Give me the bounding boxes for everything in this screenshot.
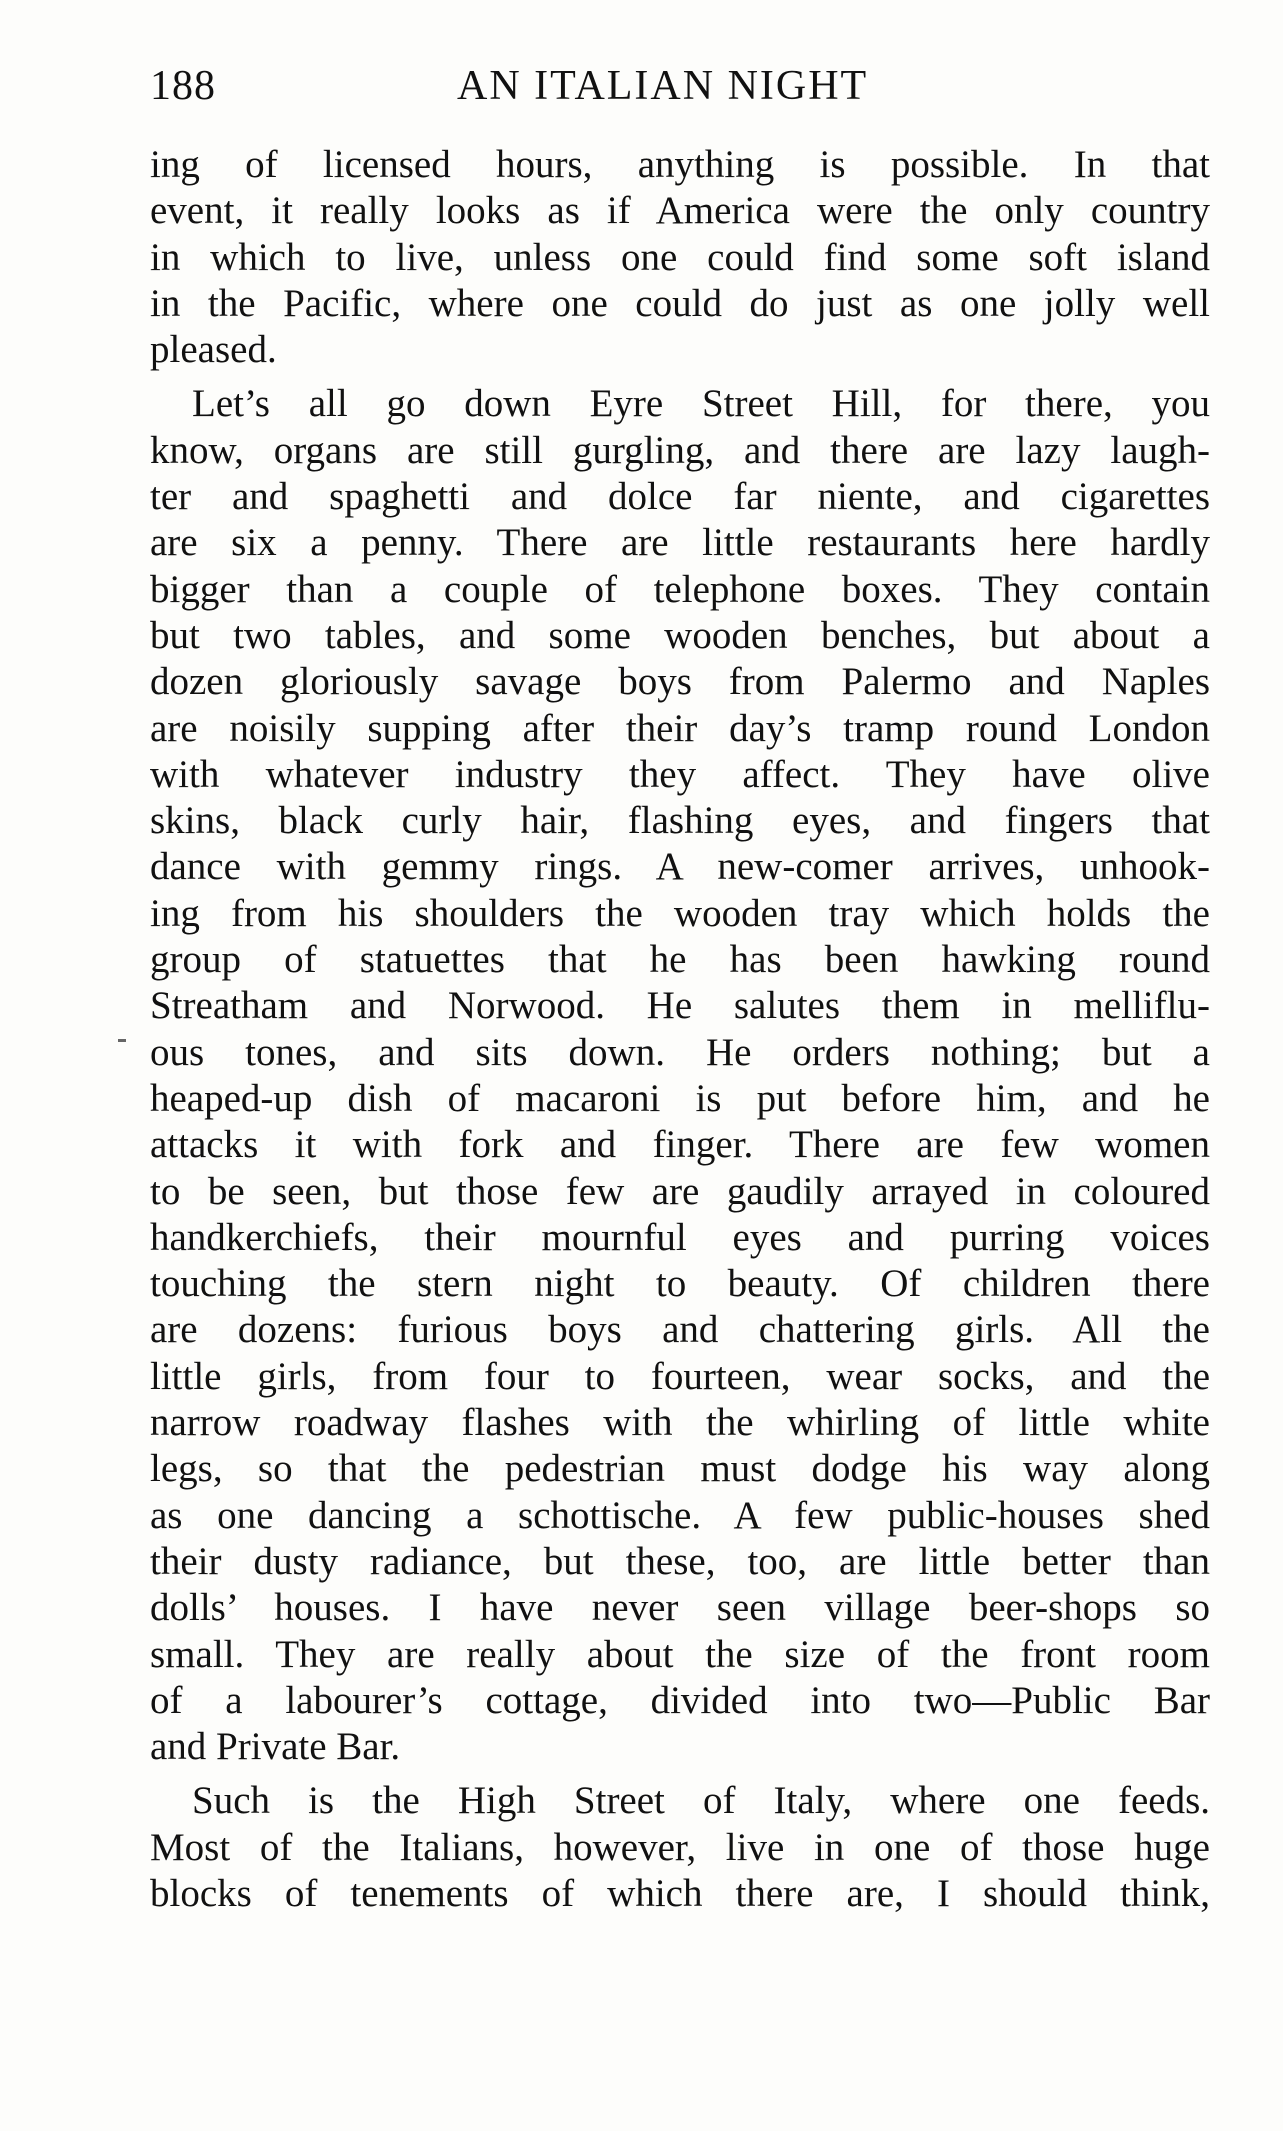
text-line: dance with gemmy rings. A new-comer arrives, unhook-	[150, 845, 1210, 889]
paragraph-1	[150, 142, 1210, 373]
text-line: attacks it with fork and finger. There are few women	[150, 1123, 1210, 1167]
text-line: their dusty radiance, but these, too, are little better than	[150, 1539, 1210, 1583]
text-line: to be seen, but those few are gaudily arrayed in coloured	[150, 1169, 1210, 1213]
text-line: bigger than a couple of telephone boxes. They contain	[150, 567, 1210, 611]
text-line: legs, so that the pedestrian must dodge his way along	[150, 1447, 1210, 1491]
text-line: in the Pacific, where one could do just as one jolly well	[150, 281, 1210, 325]
text-line: ous tones, and sits down. He orders nothing; but a	[150, 1030, 1210, 1074]
paragraph-3	[150, 1778, 1210, 1917]
text-line: are six a penny. There are little restaurants here hardly	[150, 521, 1210, 565]
text-line: in which to live, unless one could find some soft island	[150, 235, 1210, 279]
running-title: AN ITALIAN NIGHT	[457, 63, 869, 109]
text-line: with whatever industry they affect. They have olive	[150, 752, 1210, 796]
text-line: ter and spaghetti and dolce far niente, and cigarettes	[150, 475, 1210, 519]
text-line: Streatham and Norwood. He salutes them in melliflu-	[150, 984, 1210, 1028]
text-line: Let’s all go down Eyre Street Hill, for there, you	[192, 382, 1210, 426]
text-line: little girls, from four to fourteen, wear socks, and the	[150, 1354, 1210, 1398]
text-line: skins, black curly hair, flashing eyes, and fingers that	[150, 799, 1210, 843]
text-line: and Private Bar.	[150, 1725, 401, 1769]
text-line: are noisily supping after their day’s tramp round London	[150, 706, 1210, 750]
text-line: are dozens: furious boys and chattering girls. All the	[150, 1308, 1210, 1352]
text-line: event, it really looks as if America were the only country	[150, 189, 1210, 233]
text-line: of a labourer’s cottage, divided into two—Public Bar	[150, 1678, 1210, 1722]
text-line: Most of the Italians, however, live in one of those huge	[150, 1825, 1210, 1869]
text-line: ing of licensed hours, anything is possible. In that	[150, 143, 1210, 186]
text-line: narrow roadway flashes with the whirling of little white	[150, 1401, 1210, 1445]
text-line: heaped-up dish of macaroni is put before him, and he	[150, 1076, 1210, 1120]
text-line: dolls’ houses. I have never seen village beer-shops so	[150, 1586, 1210, 1630]
page-header	[150, 62, 1210, 112]
text-line: but two tables, and some wooden benches, but about a	[150, 613, 1210, 657]
text-line: touching the stern night to beauty. Of children there	[150, 1262, 1210, 1306]
text-line: handkerchiefs, their mournful eyes and purring voices	[150, 1215, 1210, 1259]
page-number: 188	[150, 63, 216, 109]
text-line: know, organs are still gurgling, and there are lazy laugh-	[150, 428, 1210, 472]
text-line: as one dancing a schottische. A few public-houses shed	[150, 1493, 1210, 1537]
text-line: Such is the High Street of Italy, where one feeds.	[192, 1779, 1210, 1823]
text-line: ing from his shoulders the wooden tray which holds the	[150, 891, 1210, 935]
text-line: small. They are really about the size of the front room	[150, 1632, 1210, 1676]
body-text	[150, 142, 1210, 1917]
text-line: blocks of tenements of which there are, I should think,	[150, 1871, 1210, 1915]
paragraph-2	[150, 381, 1210, 1770]
text-line: dozen gloriously savage boys from Palermo and Naples	[150, 660, 1210, 704]
text-line: pleased.	[150, 328, 277, 372]
margin-mark	[118, 1039, 126, 1042]
text-line: group of statuettes that he has been hawking round	[150, 938, 1210, 982]
